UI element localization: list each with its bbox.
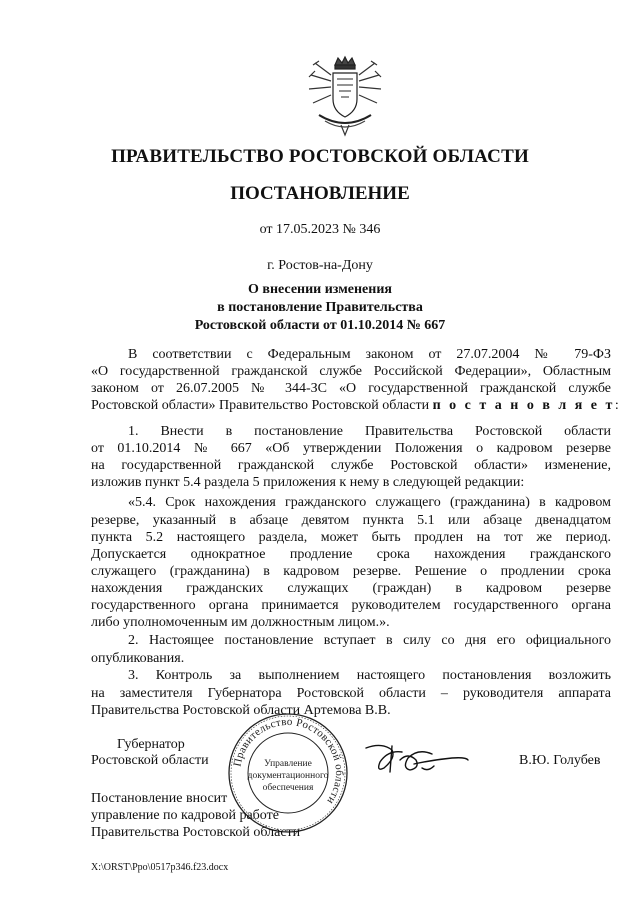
item1-line: от 01.10.2014 № 667 «Об утверждении Положения о кадровом резерве [91,441,611,456]
coat-of-arms-icon [305,55,385,137]
document-date-number: от 17.05.2023 № 346 [259,222,381,237]
file-path: X:\ORST\Ppo\0517p346.f23.docx [91,862,229,873]
quote-line: «5.4. Срок нахождения гражданского служащего (гражданина) в кадровом [128,495,611,510]
government-title: ПРАВИТЕЛЬСТВО РОСТОВСКОЙ ОБЛАСТИ [111,146,529,167]
signatory-region: Ростовской области [91,753,209,768]
item2-line: опубликования. [91,651,185,666]
item1-line: изложив пункт 5.4 раздела 5 приложения к нему в следующей редакции: [91,475,525,490]
introducer-line: Постановление вносит [91,791,228,806]
item1-line: 1. Внести в постановление Правительства Ростовской области [128,424,611,439]
handwritten-signature-icon [362,738,472,780]
preamble-line: законом от 26.07.2005 № 344-ЗС «О государственной гражданской службе [91,381,611,396]
preamble-line: «О государственной гражданской службе Российской Федерации», Областным [91,364,611,379]
subject-line: в постановление Правительства [217,300,423,315]
stamp-center-line: Управление [264,759,312,769]
introducer-line: Правительства Ростовской области [91,825,301,840]
quote-line: резерве, указанный в абзаце девятом пункта 5.1 или абзаце двенадцатом [91,513,611,528]
document-city: г. Ростов-на-Дону [267,258,373,273]
stamp-center-line: обеспечения [262,783,314,793]
subject-line: О внесении изменения [248,282,392,297]
preamble-line: Ростовской области» Правительство Ростовской области [91,398,430,413]
signatory-name: В.Ю. Голубев [519,753,601,768]
resolves-word: п о с т а н о в л я е т [432,398,615,413]
item3-line: 3. Контроль за выполнением настоящего постановления возложить [128,668,611,683]
stamp-center-line: документационного [247,771,329,781]
quote-line: служащего (гражданина) в кадровом резерве. Решение о продлении срока [91,564,611,579]
document-type: ПОСТАНОВЛЕНИЕ [230,183,410,204]
item3-line: Правительства Ростовской области Артемова В.В. [91,703,391,718]
stamp-ring-text: Правительство Ростовской области [231,715,346,807]
quote-line: пункта 5.2 настоящего раздела, может быть продлен на тот же период. [91,530,611,545]
signatory-title: Губернатор [117,737,185,752]
item3-line: на заместителя Губернатора Ростовской области – руководителя аппарата [91,686,611,701]
preamble-last-line [91,397,619,414]
quote-line: государственного органа принимается руководителем государственного органа [91,598,611,613]
preamble-line: В соответствии с Федеральным законом от 27.07.2004 № 79-ФЗ [128,347,611,362]
introducer-line: управление по кадровой работе [91,808,279,823]
subject-line: Ростовской области от 01.10.2014 № 667 [194,318,446,333]
quote-line: Допускается однократное продление срока нахождения гражданского [91,547,611,562]
quote-line: нахождения гражданских служащих (граждан) в кадровом резерве [91,581,611,596]
quote-line: либо уполномоченным им должностным лицом.». [91,615,390,630]
item1-line: на государственной гражданской службе Ростовской области» изменение, [91,458,611,473]
resolves-colon: : [614,398,619,413]
item2-line: 2. Настоящее постановление вступает в силу со дня его официального [128,633,611,648]
